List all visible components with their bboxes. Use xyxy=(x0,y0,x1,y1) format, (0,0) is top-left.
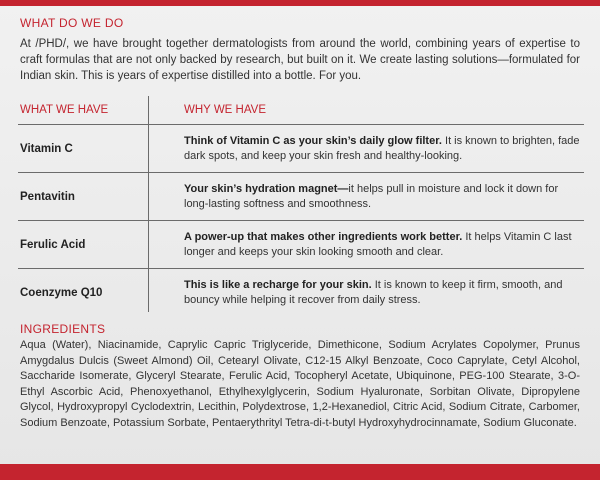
description-rest: it helps pull in moisture and lock it down for long-lasting softness and smoothness. xyxy=(184,182,559,210)
ingredients-title: INGREDIENTS xyxy=(20,322,106,336)
ingredient-description xyxy=(148,278,584,308)
table-row xyxy=(18,173,584,221)
description-lead: This is like a recharge for your skin. xyxy=(184,278,372,291)
ingredients-list: Aqua (Water), Niacinamide, Caprylic Capric Triglyceride, Dimethicone, Sodium Acrylates Copolymer, Prunus Amygdalus Dulcis (Sweet Almond) Oil, Cetearyl Olivate, C12-15 Alkyl Benzoate, Coco Caprylate, Cetyl Alcohol, Saccharide Isomerate, Glyceryl Stearate, Ferulic Acid, Tocopheryl Acetate, Ubiquinone, PEG-100 Stearate, 3-O-Ethyl Ascorbic Acid, Phenoxyethanol, Ethylhexylglycerin, Sodium Hyaluronate, Sorbitan Olivate, Dipropylene Glycol, Hydroxypropyl Cyclodextrin, Lecithin, Polydextrose, 1,2-Hexanediol, Citric Acid, Sodium Citrate, Carbomer, Sodium Benzoate, Potassium Sorbate, Pentaerythrityl Tetra-di-t-butyl Hydroxyhydrocinnamate, Sodium Gluconate. xyxy=(20,339,580,429)
header-why-we-have: WHY WE HAVE xyxy=(184,104,266,116)
description-rest: It is known to keep it firm, smooth, and bouncy while helping it recover from daily stress. xyxy=(184,278,563,306)
what-we-do-text: At /PHD/, we have brought together dermatologists from around the world, combining years of expertise to craft formulas that are not only backed by research, but built on it. We create lasting solutions—formulated for Indian skin. This is years of expertise distilled into a bottle. For you. xyxy=(20,38,580,82)
table-row xyxy=(18,221,584,269)
description-rest: It helps Vitamin C last longer and keeps your skin looking smooth and clear. xyxy=(184,230,572,258)
description-lead: Think of Vitamin C as your skin’s daily glow filter. xyxy=(184,134,442,147)
header-what-we-have: WHAT WE HAVE xyxy=(20,104,109,116)
description-lead: A power-up that makes other ingredients work better. xyxy=(184,230,463,243)
ingredient-name: Coenzyme Q10 xyxy=(20,286,103,299)
ingredient-description xyxy=(148,182,584,212)
description-lead: Your skin’s hydration magnet— xyxy=(184,182,349,195)
ingredient-name: Pentavitin xyxy=(20,190,75,203)
table-column-divider xyxy=(148,96,149,312)
ingredient-description xyxy=(148,134,584,164)
ingredient-name: Ferulic Acid xyxy=(20,238,86,251)
table-row xyxy=(18,125,584,173)
description-rest: It is known to brighten, fade dark spots, and keep your skin fresh and healthy-looking. xyxy=(184,134,580,162)
what-we-do-title: WHAT DO WE DO xyxy=(20,16,124,30)
bottom-accent-bar xyxy=(0,464,600,480)
ingredient-description xyxy=(148,230,584,260)
top-accent-bar xyxy=(0,0,600,6)
ingredients-benefits-table xyxy=(18,96,584,316)
table-row xyxy=(18,269,584,316)
table-header xyxy=(18,96,584,125)
ingredient-name: Vitamin C xyxy=(20,142,73,155)
